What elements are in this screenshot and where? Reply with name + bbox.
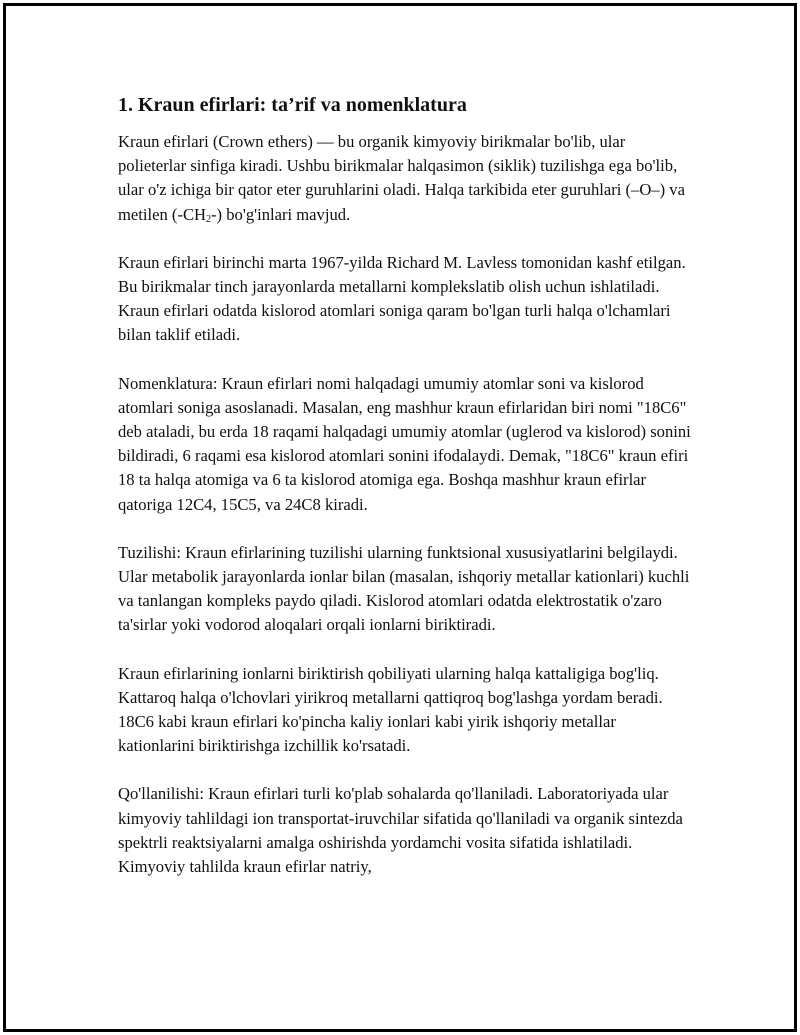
document-body <box>118 90 693 903</box>
section-heading: 1. Kraun efirlari: ta’rif va nomenklatura <box>118 94 467 116</box>
paragraph-definition-tail: -) bo'g'inlari mavjud. <box>211 204 351 224</box>
paragraph-definition <box>118 130 693 227</box>
subscript-2: 2 <box>206 213 212 225</box>
paragraph-nomenclature: Nomenklatura: Kraun efirlari nomi halqadagi umumiy atomlar soni va kislorod atomlari soniga asoslanadi. Masalan, eng mashhur kraun efirlaridan biri nomi "18C6" deb ataladi, bu erda 18 raqami halqadagi umumiy atomlar (uglerod va kislorod) sonini bildiradi, 6 raqami esa kislorod atomlari sonini ifodalaydi. Demak, "18C6" kraun efiri 18 ta halqa atomiga va 6 ta kislorod atomiga ega. Boshqa mashhur kraun efirlar qatoriga 12C4, 15C5, va 24C8 kiradi. <box>118 373 691 514</box>
paragraph-history: Kraun efirlari birinchi marta 1967-yilda Richard M. Lavless tomonidan kashf etilgan. Bu birikmalar tinch jarayonlarda metallarni komplekslatib olish uchun ishlatiladi. Kraun efirlari odatda kislorod atomlari soniga qaram bo'lgan turli halqa o'lchamlari bilan taklif etiladi. <box>118 252 686 345</box>
paragraph-definition-text: Kraun efirlari (Crown ethers) — bu organik kimyoviy birikmalar bo'lib, ular polieterlar sinfiga kiradi. Ushbu birikmalar halqasimon (siklik) tuzilishga ega bo'lib, ular o'z ichiga bir qator eter guruhlarini oladi. Halqa tarkibida eter guruhlari (–O–) va metilen (-CH <box>118 132 685 224</box>
paragraph-binding: Kraun efirlarining ionlarni biriktirish qobiliyati ularning halqa kattaligiga bog'liq. Kattaroq halqa o'lchovlari yirikroq metallarni qattiqroq bog'lashga yordam beradi. 18C6 kabi kraun efirlari ko'pincha kaliy ionlari kabi yirik ishqoriy metallar kationlarini biriktirishga izchillik ko'rsatadi. <box>118 663 663 756</box>
paragraph-structure: Tuzilishi: Kraun efirlarining tuzilishi ularning funktsional xususiyatlarini belgilaydi. Ular metabolik jarayonlarda ionlar bilan (masalan, ishqoriy metallar kationlari) kuchli va tanlangan kompleks paydo qiladi. Kislorod atomlari odatda elektrostatik o'zaro ta'sirlar yoki vodorod aloqalari orqali ionlarni biriktiradi. <box>118 542 690 635</box>
paragraph-applications: Qo'llanilishi: Kraun efirlari turli ko'plab sohalarda qo'llaniladi. Laboratoriyada ular kimyoviy tahlildagi ion transportat-iruvchilar sifatida qo'llaniladi va organik sintezda spektrli reaktsiyalarni amalga oshirishda yordamchi vosita sifatida ishlatiladi. Kimyoviy tahlilda kraun efirlar natriy, <box>118 784 683 877</box>
